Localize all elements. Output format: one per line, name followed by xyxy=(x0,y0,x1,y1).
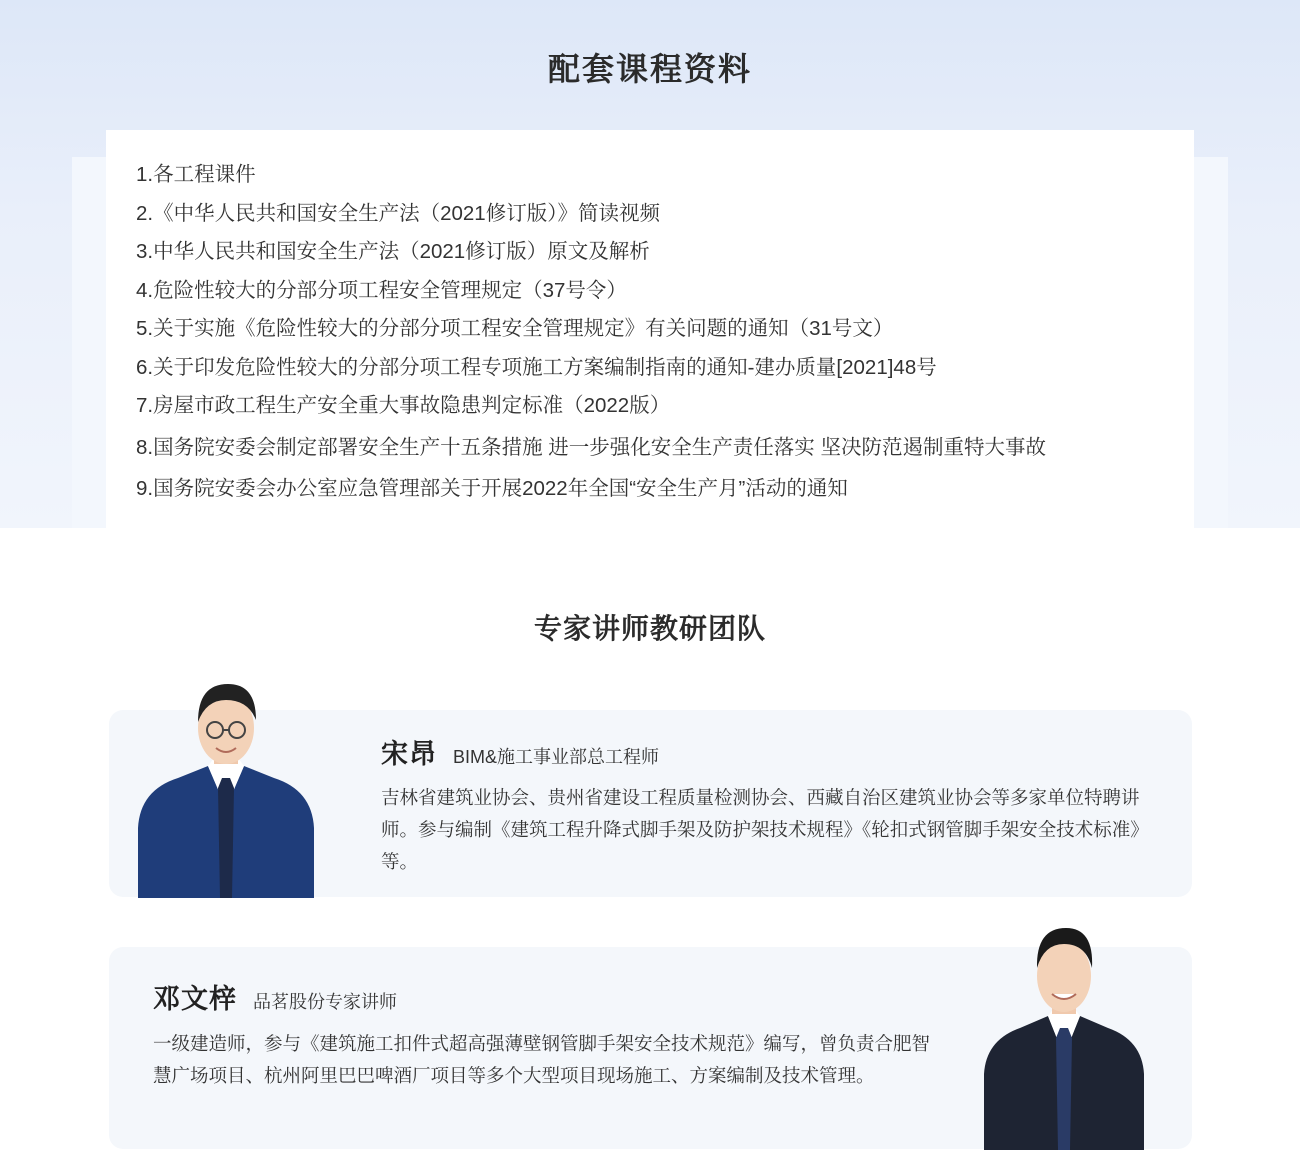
material-item-4: 4.危险性较大的分部分项工程安全管理规定（37号令） xyxy=(136,278,627,302)
expert-role-2: 品茗股份专家讲师 xyxy=(253,992,397,1012)
material-item-9: 9.国务院安委会办公室应急管理部关于开展2022年全国“安全生产月”活动的通知 xyxy=(136,477,848,500)
expert-photo-2 xyxy=(984,924,1144,1150)
expert-name-2: 邓文梓 xyxy=(153,984,237,1014)
material-item-5: 5.关于实施《危险性较大的分部分项工程安全管理规定》有关问题的通知（31号文） xyxy=(136,317,894,340)
material-item-8: 8.国务院安委会制定部署安全生产十五条措施 进一步强化安全生产责任落实 坚决防范遏制重特大事故 xyxy=(136,435,1046,459)
expert-name-line-2 xyxy=(153,977,397,1016)
expert-desc-1: 吉林省建筑业协会、贵州省建设工程质量检测协会、西藏自治区建筑业协会等多家单位特聘讲师。参与编制《建筑工程升降式脚手架及防护架技术规程》《轮扣式钢管脚手架安全技术标准》等。 xyxy=(381,787,1149,872)
material-item-3: 3.中华人民共和国安全生产法（2021修订版）原文及解析 xyxy=(136,240,650,263)
expert-2-tie xyxy=(1056,1028,1072,1150)
material-item-2: 2.《中华人民共和国安全生产法（2021修订版）》简读视频 xyxy=(136,201,660,225)
expert-photo-1 xyxy=(138,678,314,898)
materials-list xyxy=(136,156,1046,509)
materials-card xyxy=(106,130,1194,528)
expert-name-line-1 xyxy=(381,732,659,771)
expert-1-tie xyxy=(218,778,234,898)
expert-desc-2: 一级建造师，参与《建筑施工扣件式超高强薄壁钢管脚手架安全技术规范》编写，曾负责合肥智慧广场项目、杭州阿里巴巴啤酒厂项目等多个大型项目现场施工、方案编制及技术管理。 xyxy=(153,1033,931,1086)
team-section-title: 专家讲师教研团队 xyxy=(533,613,766,644)
material-item-1: 1.各工程课件 xyxy=(136,163,256,186)
materials-section-title: 配套课程资料 xyxy=(547,51,752,87)
material-item-6: 6.关于印发危险性较大的分部分项工程专项施工方案编制指南的通知-建办质量[2021]48号 xyxy=(136,355,937,379)
expert-name-1: 宋昂 xyxy=(381,739,437,769)
material-item-7: 7.房屋市政工程生产安全重大事故隐患判定标准（2022版） xyxy=(136,394,671,417)
expert-role-1: BIM&施工事业部总工程师 xyxy=(453,747,660,767)
